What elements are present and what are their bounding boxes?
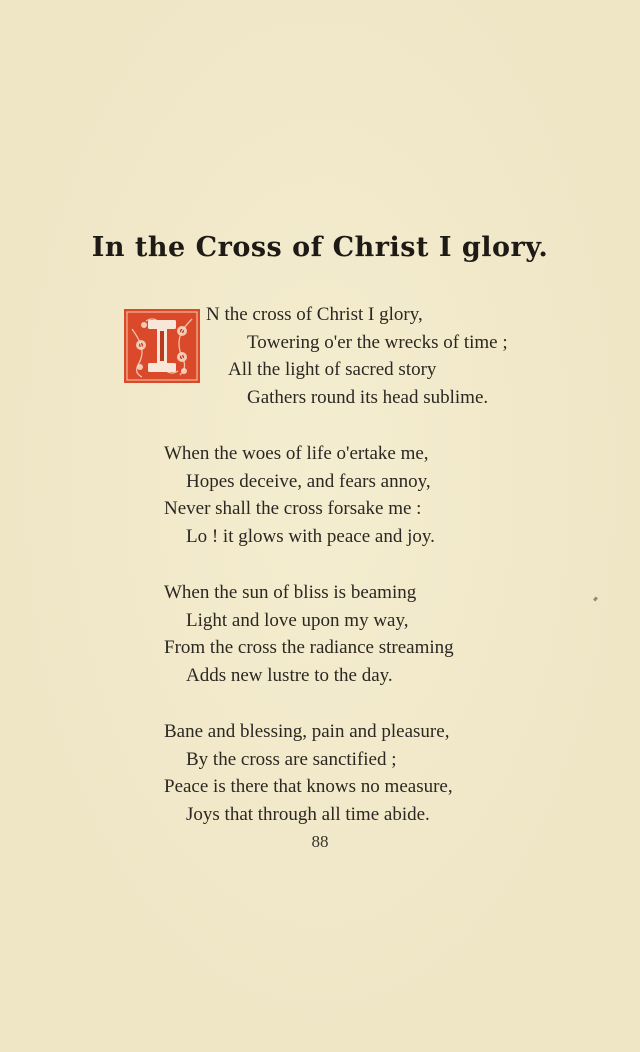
poem-line: Peace is there that knows no measure,: [164, 776, 453, 797]
poem-line: Joys that through all time abide.: [186, 804, 430, 825]
poem-title: In the Cross of Christ I glory.: [91, 232, 549, 263]
illuminated-initial-icon: [124, 309, 200, 383]
poem-line: Hopes deceive, and fears annoy,: [186, 471, 431, 492]
poem-line: Adds new lustre to the day.: [186, 665, 393, 686]
poem-line: By the cross are sanctified ;: [186, 749, 397, 770]
poem-line: Gathers round its head sublime.: [247, 387, 489, 408]
poem-line: N the cross of Christ I glory,: [206, 304, 423, 325]
poem-line: Bane and blessing, pain and pleasure,: [164, 721, 450, 742]
poem-line: Never shall the cross forsake me :: [164, 498, 422, 519]
poem-line: Lo ! it glows with peace and joy.: [186, 526, 435, 547]
poem-line: When the woes of life o'ertake me,: [164, 443, 429, 464]
page-number: 88: [311, 832, 329, 851]
poem-line: Light and love upon my way,: [186, 610, 409, 631]
poem-line: All the light of sacred story: [228, 359, 437, 380]
poem-line: Towering o'er the wrecks of time ;: [247, 332, 508, 353]
poem-line: When the sun of bliss is beaming: [164, 582, 417, 603]
paper-speck: [593, 597, 598, 602]
poem-line: From the cross the radiance streaming: [164, 637, 454, 658]
